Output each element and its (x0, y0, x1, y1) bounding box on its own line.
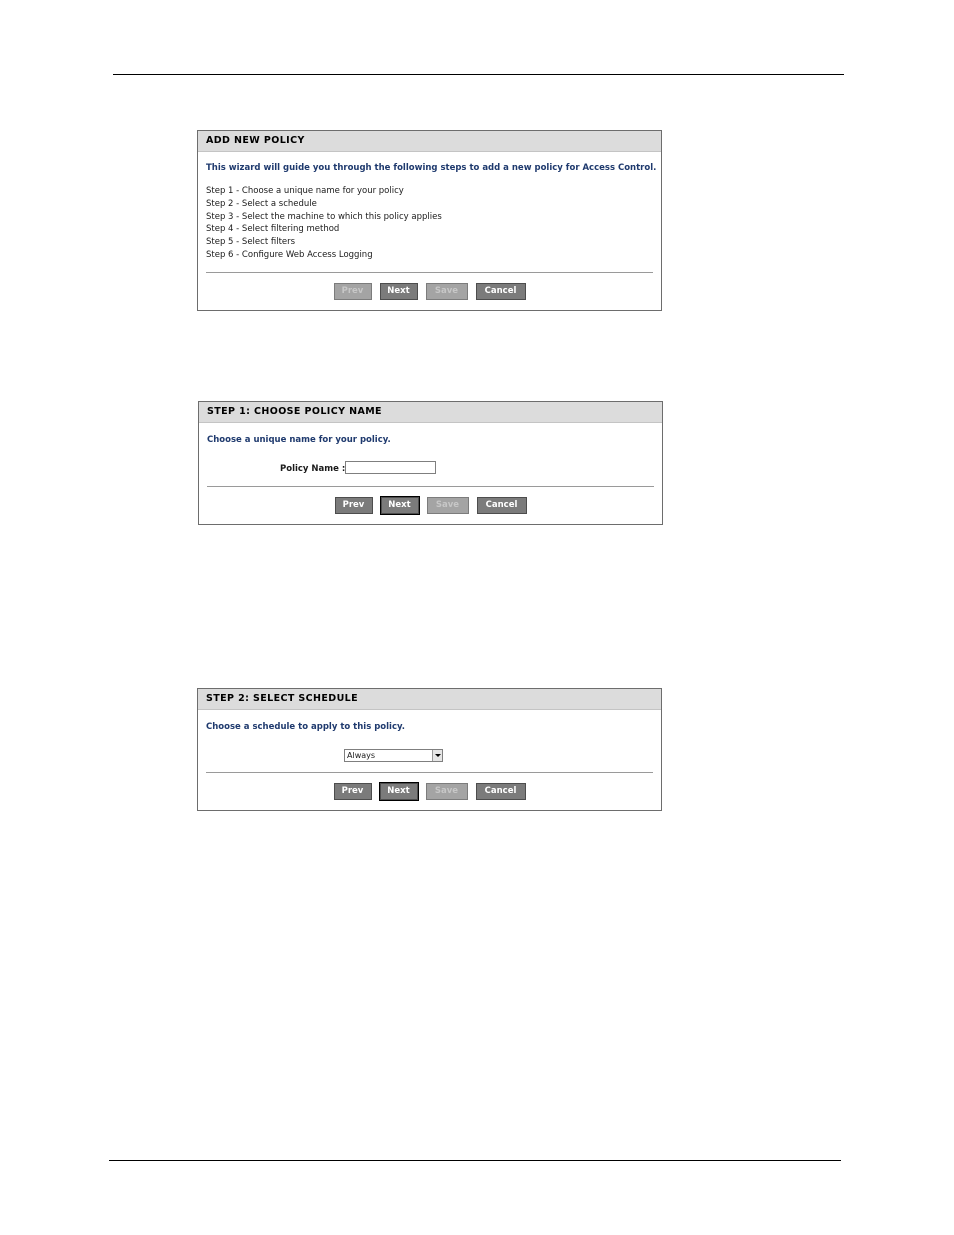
step2-select-schedule-panel (197, 688, 662, 811)
step2-intro-text: Choose a schedule to apply to this policy. (206, 722, 406, 732)
add-new-policy-panel (197, 130, 662, 311)
next-button[interactable]: Next (381, 497, 419, 514)
cancel-button[interactable]: Cancel (476, 283, 526, 300)
prev-button[interactable]: Prev (335, 497, 373, 514)
top-rule (113, 74, 844, 75)
step-item: Step 5 - Select filters (206, 237, 296, 248)
next-button[interactable]: Next (380, 283, 418, 300)
step-item: Step 4 - Select filtering method (206, 224, 340, 235)
cancel-button[interactable]: Cancel (477, 497, 527, 514)
policy-name-input[interactable] (345, 461, 436, 474)
policy-name-label: Policy Name : (280, 464, 346, 474)
chevron-down-icon[interactable] (432, 750, 442, 761)
cancel-button[interactable]: Cancel (476, 783, 526, 800)
button-row (199, 497, 662, 514)
step-item: Step 3 - Select the machine to which this policy applies (206, 211, 442, 222)
divider (206, 272, 653, 273)
panel-title: STEP 2: SELECT SCHEDULE (198, 689, 661, 710)
step-item: Step 1 - Choose a unique name for your policy (206, 186, 404, 196)
divider (207, 486, 654, 487)
wizard-intro-text: This wizard will guide you through the following steps to add a new policy for Access Control. (206, 163, 657, 173)
prev-button[interactable]: Prev (334, 283, 372, 300)
prev-button[interactable]: Prev (334, 783, 372, 800)
save-button[interactable]: Save (426, 283, 468, 300)
save-button[interactable]: Save (426, 783, 468, 800)
step-item: Step 6 - Configure Web Access Logging (206, 249, 373, 260)
step-item: Step 2 - Select a schedule (206, 198, 317, 209)
next-button[interactable]: Next (380, 783, 418, 800)
divider (206, 772, 653, 773)
save-button[interactable]: Save (427, 497, 469, 514)
wizard-steps-list (198, 185, 661, 262)
button-row (198, 283, 661, 300)
panel-title: ADD NEW POLICY (198, 131, 661, 152)
step1-choose-policy-name-panel (198, 401, 663, 525)
schedule-select[interactable] (344, 749, 443, 762)
step1-intro-text: Choose a unique name for your policy. (207, 435, 391, 445)
panel-title: STEP 1: CHOOSE POLICY NAME (199, 402, 662, 423)
schedule-selected-value: Always (347, 751, 376, 760)
bottom-rule (109, 1160, 841, 1161)
button-row (198, 783, 661, 800)
